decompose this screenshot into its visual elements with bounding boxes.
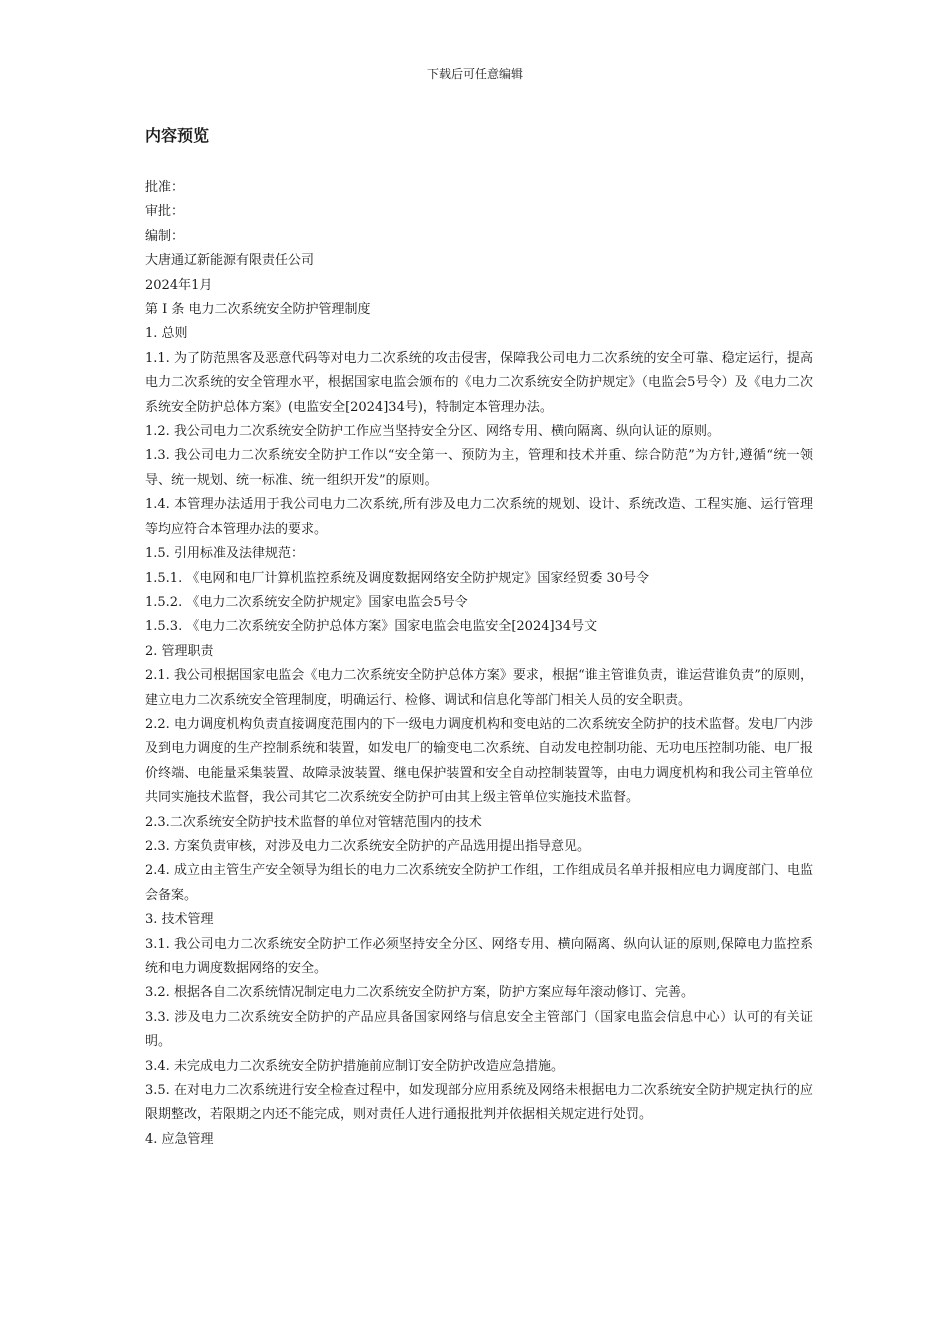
article-heading: 第 I 条 电力二次系统安全防护管理制度 <box>145 302 371 318</box>
clause-2-3-a: 2.3.二次系统安全防护技术监督的单位对管辖范围内的技术 <box>145 814 482 830</box>
clause-3-1: 3.1. 我公司电力二次系统安全防护工作必须坚持安全分区、网络专用、横向隔离、纵向认证的原则,保障电力监控系统和电力调度数据网络的安全。 <box>145 936 813 976</box>
clause-1-5-1: 1.5.1. 《电网和电厂计算机监控系统及调度数据网络安全防护规定》国家经贸委 30号令 <box>145 570 650 586</box>
document-date: 2024年1月 <box>145 277 213 293</box>
chapter-heading-responsibilities: 2. 管理职责 <box>145 643 214 659</box>
clause-2-2: 2.2. 电力调度机构负责直接调度范围内的下一级电力调度机构和变电站的二次系统安全防护的技术监督。发电厂内涉及到电力调度的生产控制系统和装置，如发电厂的输变电二次系统、自动发电控制功能、无功电压控制功能、电厂报价终端、电能量采集装置、故障录波装置、继电保护装置和安全自动控制装置等，由电力调度机构和我公司主管单位共同实施技术监督，我公司其它二次系统安全防护可由其上级主管单位实施技术监督。 <box>145 716 813 806</box>
clause-1-3: 1.3. 我公司电力二次系统安全防护工作以“安全第一、预防为主，管理和技术并重、综合防范”为方针,遵循“统一领导、统一规划、统一标准、统一组织开发”的原则。 <box>145 448 813 488</box>
chapter-heading-general: 1. 总则 <box>145 326 188 342</box>
clause-2-1: 2.1. 我公司根据国家电监会《电力二次系统安全防护总体方案》要求，根据“谁主管谁负责，谁运营谁负责”的原则，建立电力二次系统安全管理制度，明确运行、检修、调试和信息化等部门相关人员的安全职责。 <box>145 668 813 708</box>
clause-2-4: 2.4. 成立由主管生产安全领导为组长的电力二次系统安全防护工作组，工作组成员名单并报相应电力调度部门、电监会备案。 <box>145 863 813 903</box>
chapter-heading-emergency: 4. 应急管理 <box>145 1131 214 1147</box>
review-line: 审批： <box>145 204 185 220</box>
clause-1-5-3: 1.5.3. 《电力二次系统安全防护总体方案》国家电监会电监安全[2024]34号文 <box>145 619 598 635</box>
clause-1-1: 1.1. 为了防范黑客及恶意代码等对电力二次系统的攻击侵害，保障我公司电力二次系统的安全可靠、稳定运行，提高电力二次系统的安全管理水平，根据国家电监会颁布的《电力二次系统安全防护规定》（电监会5号令）及《电力二次系统安全防护总体方案》(电监安全[2024]34号)，特制定本管理办法。 <box>145 350 813 415</box>
clause-1-5: 1.5. 引用标准及法律规范： <box>145 546 304 562</box>
document-body <box>145 176 813 1152</box>
clause-2-3-b: 2.3. 方案负责审核，对涉及电力二次系统安全防护的产品选用提出指导意见。 <box>145 838 590 854</box>
page-header: 下载后可任意编辑 <box>426 67 523 81</box>
clause-3-2: 3.2. 根据各自二次系统情况制定电力二次系统安全防护方案，防护方案应每年滚动修订、完善。 <box>145 985 694 1001</box>
clause-3-5: 3.5. 在对电力二次系统进行安全检查过程中，如发现部分应用系统及网络未根据电力二次系统安全防护规定执行的应限期整改，若限期之内还不能完成，则对责任人进行通报批判并依据相关规定进行处罚。 <box>145 1083 813 1123</box>
section-title: 内容预览 <box>145 126 210 145</box>
clause-1-4: 1.4. 本管理办法适用于我公司电力二次系统,所有涉及电力二次系统的规划、设计、系统改造、工程实施、运行管理等均应符合本管理办法的要求。 <box>145 497 813 537</box>
company-name: 大唐通辽新能源有限责任公司 <box>145 253 315 269</box>
chapter-heading-technical: 3. 技术管理 <box>145 912 214 928</box>
clause-1-5-2: 1.5.2. 《电力二次系统安全防护规定》国家电监会5号令 <box>145 594 468 610</box>
clause-3-4: 3.4. 未完成电力二次系统安全防护措施前应制订安全防护改造应急措施。 <box>145 1058 564 1074</box>
clause-1-2: 1.2. 我公司电力二次系统安全防护工作应当坚持安全分区、网络专用、横向隔离、纵向认证的原则。 <box>145 424 720 440</box>
approval-line: 批准： <box>145 180 185 195</box>
compile-line: 编制： <box>145 228 185 244</box>
clause-3-3: 3.3. 涉及电力二次系统安全防护的产品应具备国家网络与信息安全主管部门（国家电监会信息中心）认可的有关证明。 <box>145 1009 813 1050</box>
